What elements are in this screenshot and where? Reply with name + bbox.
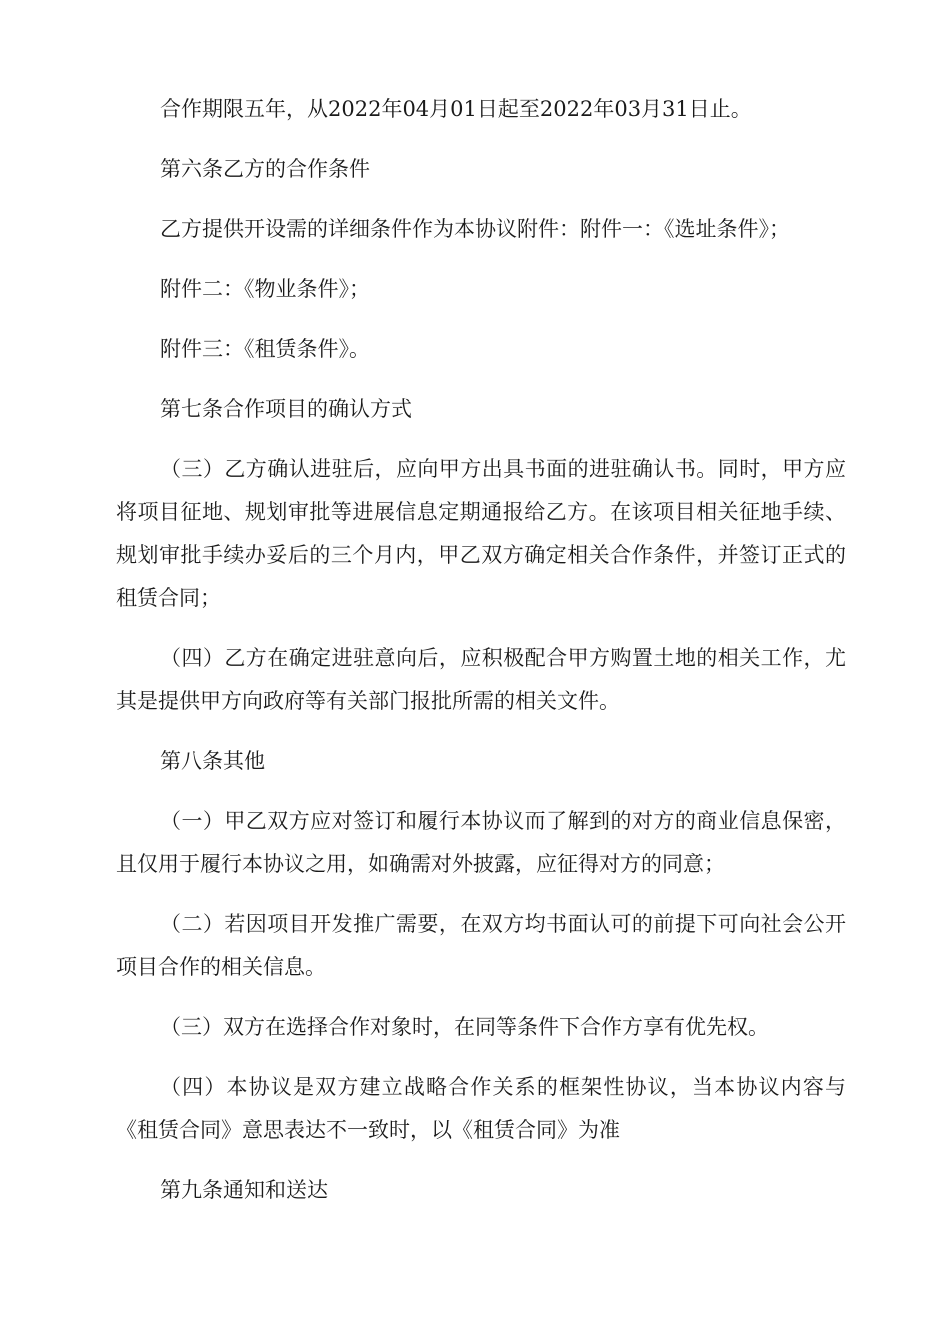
paragraph-article-8-item-1: （一）甲乙双方应对签订和履行本协议而了解到的对方的商业信息保密，且仅用于履行本协议之用，如确需对外披露，应征得对方的同意； xyxy=(116,809,846,876)
paragraph-attachment-3: 附件三：《租赁条件》。 xyxy=(160,337,370,361)
paragraph-article-8-item-3: （三）双方在选择合作对象时，在同等条件下合作方享有优先权。 xyxy=(160,1015,769,1039)
document-page xyxy=(116,88,846,1212)
paragraph-article-8-item-4: （四）本协议是双方建立战略合作关系的框架性协议，当本协议内容与《租赁合同》意思表达不一致时，以《租赁合同》为准 xyxy=(116,1075,846,1142)
paragraph-attachments: 乙方提供开设需的详细条件作为本协议附件：附件一：《选址条件》； xyxy=(160,217,790,241)
paragraph-article-8-item-2: （二）若因项目开发推广需要，在双方均书面认可的前提下可向社会公开项目合作的相关信息。 xyxy=(116,912,846,979)
heading-article-7: 第七条合作项目的确认方式 xyxy=(160,397,412,421)
heading-article-9: 第九条通知和送达 xyxy=(160,1178,328,1202)
paragraph-article-7-item-3: （三）乙方确认进驻后，应向甲方出具书面的进驻确认书。同时，甲方应将项目征地、规划审批等进展信息定期通报给乙方。在该项目相关征地手续、规划审批手续办妥后的三个月内，甲乙双方确定相关合作条件，并签订正式的租赁合同； xyxy=(116,457,846,610)
paragraph-attachment-2: 附件二：《物业条件》； xyxy=(160,277,370,301)
paragraph-term: 合作期限五年，从2022年04月01日起至2022年03月31日止。 xyxy=(160,97,752,121)
paragraph-article-7-item-4: （四）乙方在确定进驻意向后，应积极配合甲方购置土地的相关工作，尤其是提供甲方向政府等有关部门报批所需的相关文件。 xyxy=(116,646,846,713)
heading-article-6: 第六条乙方的合作条件 xyxy=(160,157,370,181)
heading-article-8: 第八条其他 xyxy=(160,749,265,773)
